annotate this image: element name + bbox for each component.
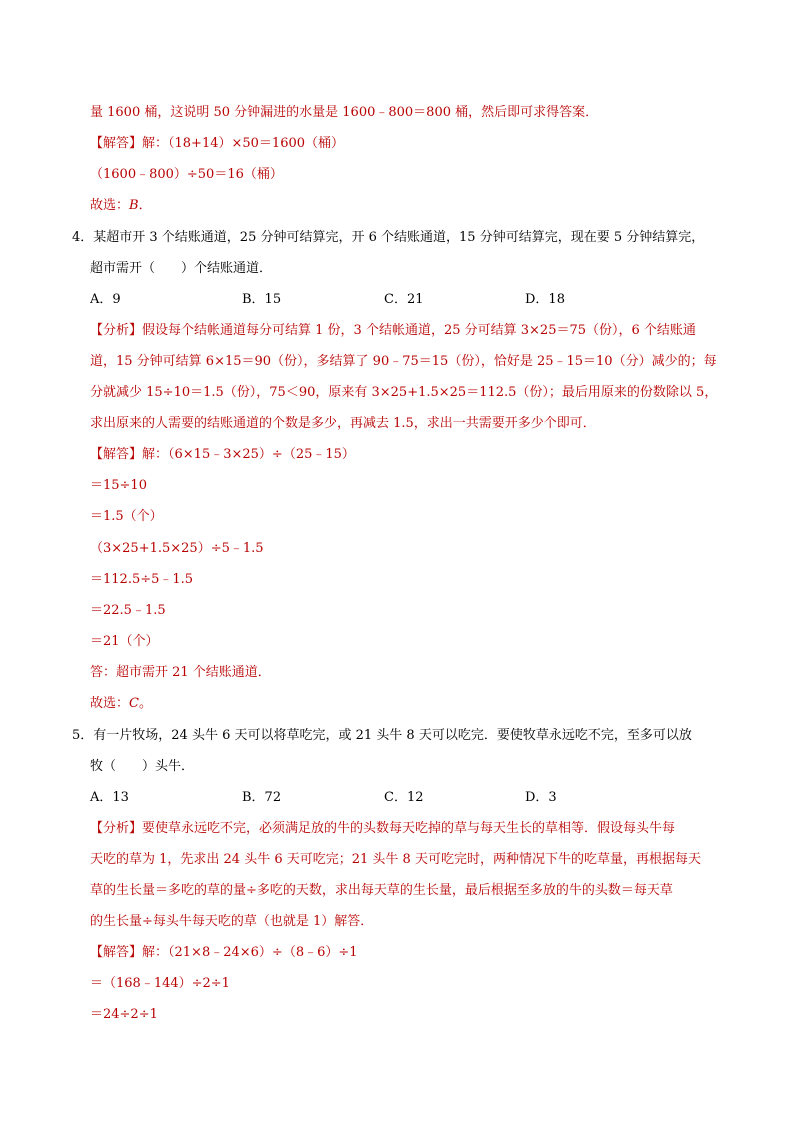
q5-option-c: C．12 (384, 790, 424, 805)
analysis-text: 假设每个结帐通道每分可结算 1 份，3 个结帐通道，25 分可结算 3×25＝75（份），6 个结账通 (142, 323, 696, 338)
q4-answer-line-3: ＝1.5（个） (90, 509, 163, 524)
q4-stem-line-2: 超市需开（ ）个结账通道． (90, 261, 273, 276)
answer-tag: 【解答】 (90, 136, 143, 151)
prev-answer-line-2: （1600﹣800）÷50＝16（桶） (90, 167, 283, 182)
prev-analysis-line: 量 1600 桶，这说明 50 分钟漏进的水量是 1600﹣800＝800 桶，然后即可求得答案． (90, 105, 599, 120)
q4-analysis-line-2: 道，15 分钟可结算 6×15＝90（份），多结算了 90﹣75＝15（份），恰好是 25﹣15＝10（分）减少的；每 (90, 354, 717, 369)
q5-option-b: B．72 (242, 790, 282, 805)
answer-text: 解：（6×15﹣3×25）÷（25﹣15） (142, 447, 355, 462)
q4-analysis-line-4: 求出原来的人需要的结账通道的个数是多少，再减去 1.5，求出一共需要开多少个即可． (90, 416, 596, 431)
choice-suffix: ． (138, 198, 152, 213)
q5-answer-line-1 (90, 944, 358, 962)
q4-answer-line-2: ＝15÷10 (90, 478, 147, 493)
q4-answer-line-5: ＝112.5÷5﹣1.5 (90, 572, 194, 587)
analysis-text: 要使草永远吃不完，必须满足放的牛的头数每天吃掉的草与每天生长的草相等．假设每头牛每 (142, 821, 676, 836)
q4-analysis-line-1 (90, 322, 696, 340)
choice-letter: B (129, 198, 139, 213)
analysis-tag: 【分析】 (90, 821, 143, 836)
q4-answer-line-1 (90, 446, 355, 464)
answer-tag: 【解答】 (90, 447, 143, 462)
q5-analysis-line-4: 的生长量÷每头牛每天吃的草（也就是 1）解答． (90, 914, 374, 929)
q4-choice (90, 695, 152, 713)
answer-text: 解：（18+14）×50＝1600（桶） (142, 136, 345, 151)
q4-stem-line-1: 4．某超市开 3 个结账通道，25 分钟可结算完，开 6 个结账通道，15 分钟可结算完，现在要 5 分钟结算完， (72, 230, 705, 245)
q5-option-d: D．3 (525, 790, 557, 805)
q4-analysis-line-3: 分就减少 15÷10＝1.5（份），75＜90，原来有 3×25+1.5×25＝112.5（份）；最后用原来的份数除以 5， (90, 385, 718, 400)
answer-tag: 【解答】 (90, 945, 143, 960)
prev-answer-line-1 (90, 135, 344, 153)
q4-answer-line-6: ＝22.5﹣1.5 (90, 603, 166, 618)
q4-option-d: D．18 (525, 292, 565, 307)
choice-letter: C (129, 696, 139, 711)
q4-answer-line-7: ＝21（个） (90, 634, 159, 649)
analysis-tag: 【分析】 (90, 323, 143, 338)
q5-analysis-line-1 (90, 820, 675, 838)
answer-text: 解：（21×8﹣24×6）÷（8﹣6）÷1 (142, 945, 358, 960)
q5-answer-line-3: ＝24÷2÷1 (90, 1007, 158, 1022)
q5-answer-line-2: ＝（168﹣144）÷2÷1 (90, 976, 230, 991)
q4-answer-line-8: 答：超市需开 21 个结账通道． (90, 665, 271, 680)
q4-option-a: A．9 (90, 292, 121, 307)
choice-prefix: 故选： (90, 198, 130, 213)
choice-prefix: 故选： (90, 696, 130, 711)
q5-stem-line-2: 牧（ ）头牛． (90, 759, 195, 774)
q4-option-b: B．15 (242, 292, 282, 307)
q5-stem-line-1: 5．有一片牧场，24 头牛 6 天可以将草吃完，或 21 头牛 8 天可以吃完．要使牧草永远吃不完，至多可以放 (72, 728, 692, 743)
q5-analysis-line-2: 天吃的草为 1，先求出 24 头牛 6 天可吃完；21 头牛 8 天可吃完时，两种情况下牛的吃草量，再根据每天 (90, 852, 701, 867)
prev-choice (90, 197, 152, 215)
q4-answer-line-4: （3×25+1.5×25）÷5﹣1.5 (90, 541, 264, 556)
q5-option-a: A．13 (90, 790, 129, 805)
q4-option-c: C．21 (384, 292, 424, 307)
choice-suffix: 。 (138, 696, 152, 711)
q5-analysis-line-3: 草的生长量＝多吃的草的量÷多吃的天数，求出每天草的生长量，最后根据至多放的牛的头数＝每天草 (90, 883, 673, 898)
